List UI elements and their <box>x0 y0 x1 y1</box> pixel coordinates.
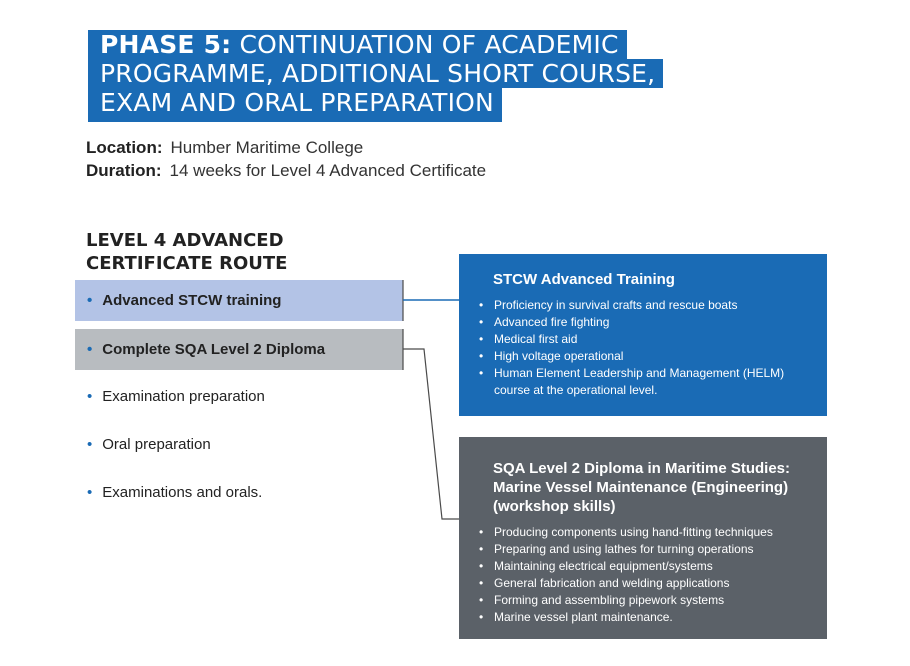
stcw-advanced-training-box <box>459 254 827 416</box>
list-item: • General fabrication and welding applications <box>479 575 807 592</box>
route-item-label: Examinations and orals. <box>102 484 263 501</box>
bullet-icon: • <box>87 436 93 453</box>
title-text-2: PROGRAMME, ADDITIONAL SHORT COURSE, <box>100 59 656 88</box>
phase-label: PHASE 5: <box>100 30 232 59</box>
location-value: Humber Maritime College <box>170 138 364 157</box>
location-label: Location: <box>86 138 163 157</box>
sqa-box-title-line-1: SQA Level 2 Diploma in Maritime Studies: <box>493 460 791 477</box>
stcw-list <box>479 297 807 399</box>
list-item: • Marine vessel plant maintenance. <box>479 609 807 626</box>
title-text-1: CONTINUATION OF ACADEMIC <box>239 30 619 59</box>
bullet-icon: • <box>87 388 93 405</box>
list-item: • Human Element Leadership and Management (HELM) course at the operational level. <box>479 365 807 399</box>
stcw-box-title: STCW Advanced Training <box>493 271 675 288</box>
bullet-icon: • <box>87 341 93 358</box>
duration-value: 14 weeks for Level 4 Advanced Certificate <box>169 161 487 180</box>
route-item-label: Complete SQA Level 2 Diploma <box>102 341 326 358</box>
list-item: • Producing components using hand-fitting techniques <box>479 524 807 541</box>
list-item: • Medical first aid <box>479 331 807 348</box>
list-item: • Maintaining electrical equipment/systems <box>479 558 807 575</box>
route-heading-line-2: CERTIFICATE ROUTE <box>86 253 288 274</box>
sqa-diploma-box <box>459 437 827 639</box>
list-item: • Advanced fire fighting <box>479 314 807 331</box>
bullet-icon: • <box>87 292 93 309</box>
route-item-label: Examination preparation <box>102 388 265 405</box>
list-item: • Preparing and using lathes for turning operations <box>479 541 807 558</box>
sqa-box-title <box>479 453 807 516</box>
sqa-box-title-line-2: Marine Vessel Maintenance (Engineering) <box>493 479 789 496</box>
bullet-icon: • <box>87 484 93 501</box>
sqa-list <box>479 524 807 626</box>
route-item-label: Oral preparation <box>102 436 211 453</box>
list-item: • High voltage operational <box>479 348 807 365</box>
sqa-box-title-line-3: (workshop skills) <box>493 498 616 515</box>
connector-sqa-line <box>403 349 459 519</box>
duration-label: Duration: <box>86 161 162 180</box>
list-item: • Forming and assembling pipework systems <box>479 592 807 609</box>
route-item-label: Advanced STCW training <box>102 292 282 309</box>
title-text-3: EXAM AND ORAL PREPARATION <box>100 88 494 117</box>
list-item: • Proficiency in survival crafts and rescue boats <box>479 297 807 314</box>
route-heading-line-1: LEVEL 4 ADVANCED <box>86 230 284 251</box>
